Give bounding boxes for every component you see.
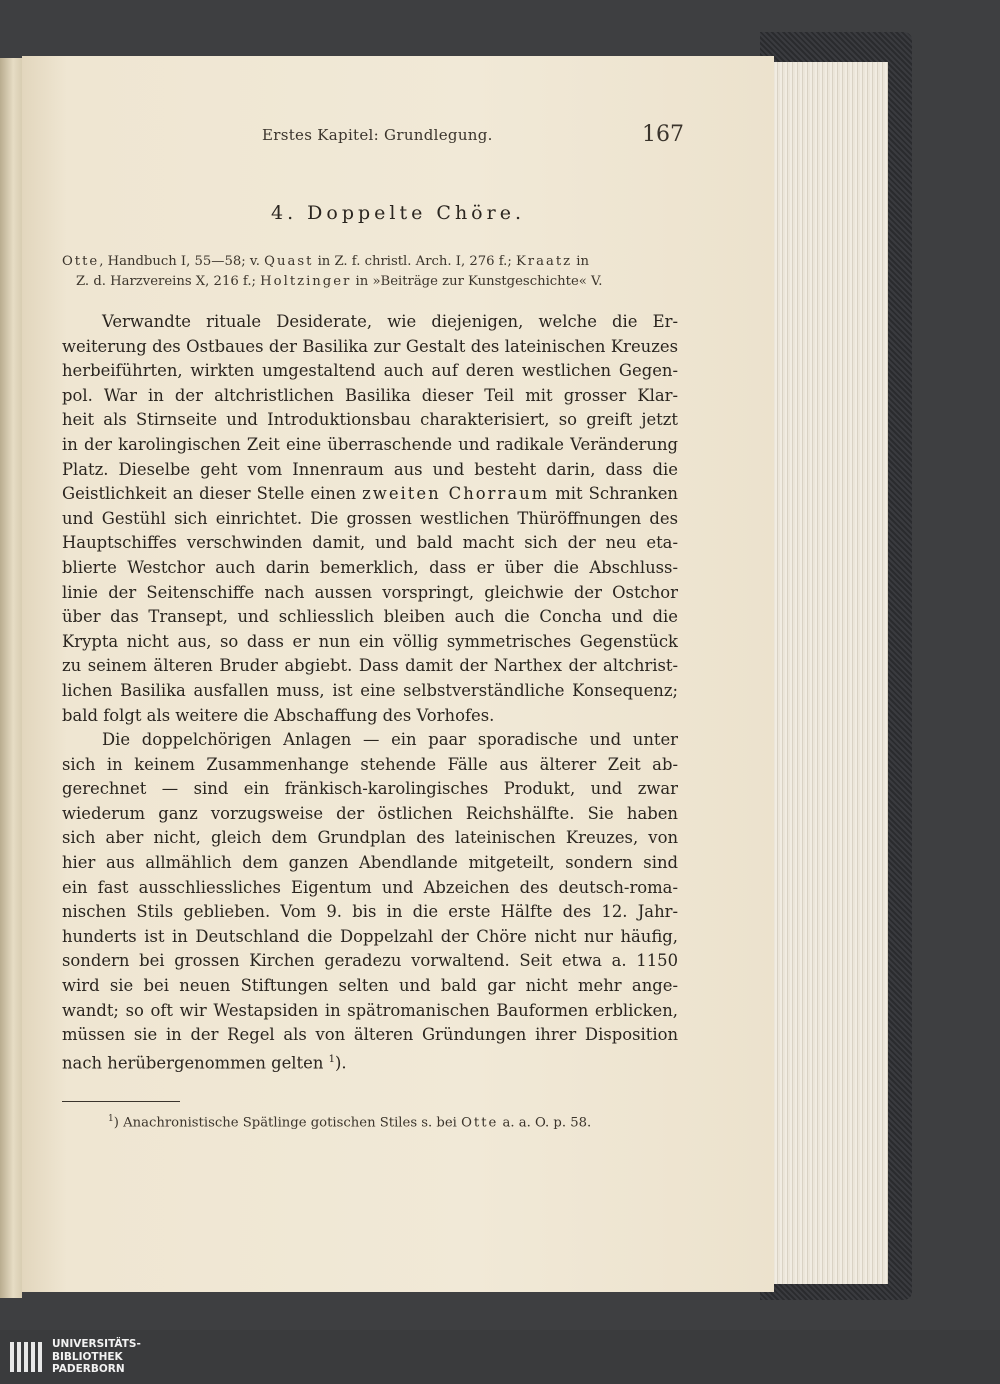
text-line: wiederum ganz vorzugsweise der östlichen Reichshälfte. Sie haben [62, 803, 678, 823]
text-line: sich in keinem Zusammenhange stehende Fälle aus älterer Zeit ab- [62, 754, 678, 774]
text-line: Krypta nicht aus, so dass er nun ein völlig symmetrisches Gegenstück [62, 631, 678, 651]
bibliography-text: , Handbuch I, 55—58; v. [99, 254, 265, 269]
footnote [108, 1114, 591, 1130]
footnote-divider [62, 1101, 180, 1102]
left-page-edge [0, 58, 22, 1298]
text-line: ein fast ausschliessliches Eigentum und Abzeichen des deutsch-roma- [62, 877, 678, 897]
bibliography-text: in Z. f. christl. Arch. I, 276 f.; [313, 254, 516, 269]
text-line: nischen Stils geblieben. Vom 9. bis in die erste Hälfte des 12. Jahr- [62, 902, 678, 922]
text-line: sich aber nicht, gleich dem Grundplan des lateinischen Kreuzes, von [62, 828, 678, 848]
text-line: müssen sie in der Regel als von älteren Gründungen ihrer Disposition [62, 1025, 678, 1045]
author-name: Quast [264, 254, 314, 269]
author-name: Otte [62, 254, 100, 269]
running-title: Erstes Kapitel: Grundlegung. [262, 126, 493, 144]
text-line: linie der Seitenschiffe nach aussen vorspringt, gleichwie der Ostchor [62, 582, 678, 602]
bibliography-line [62, 272, 678, 292]
bibliography-line [62, 252, 678, 272]
text-line [62, 1048, 678, 1076]
library-logo-icon [8, 1338, 46, 1376]
text-line: und Gestühl sich einrichtet. Die grossen westlichen Thüröffnungen des [62, 508, 678, 528]
bibliography [62, 252, 678, 292]
text-segment: nach herübergenommen gelten [62, 1053, 329, 1073]
text-line: Verwandte rituale Desiderate, wie diejenigen, welche die Er- [102, 312, 678, 331]
book-page [22, 56, 774, 1292]
text-segment: mit Schranken [549, 484, 678, 504]
text-line: weiterung des Ostbaues der Basilika zur Gestalt des lateinischen Kreuzes [62, 336, 678, 356]
bibliography-text: in [572, 254, 589, 269]
text-line: heit als Stirnseite und Introduktionsbau charakterisiert, so greift jetzt [62, 410, 678, 430]
text-line: pol. War in der altchristlichen Basilika dieser Teil mit grosser Klar- [62, 385, 678, 405]
text-line [62, 482, 678, 507]
library-name-line: BIBLIOTHEK [52, 1350, 123, 1363]
text-line: hier aus allmählich dem ganzen Abendlande mitgeteilt, sondern sind [62, 853, 678, 873]
library-footer [0, 1330, 1000, 1384]
text-line: zu seinem älteren Bruder abgiebt. Dass damit der Narthex der altchrist- [62, 656, 678, 676]
footnote-text: a. a. O. p. 58. [498, 1115, 592, 1131]
text-line: gerechnet — sind ein fränkisch-karolingisches Produkt, und zwar [62, 779, 678, 799]
spaced-emphasis: zweiten Chorraum [362, 484, 550, 504]
library-name [52, 1338, 141, 1376]
library-name-line: PADERBORN [52, 1363, 125, 1375]
text-line: wandt; so oft wir Westapsiden in spätromanischen Bauformen erblicken, [62, 1000, 678, 1020]
text-line: herbeiführten, wirkten umgestaltend auch auf deren westlichen Gegen- [62, 361, 678, 381]
text-line: Hauptschiffes verschwinden damit, und bald macht sich der neu eta- [62, 533, 678, 553]
author-name: Kraatz [515, 254, 573, 269]
author-name: Holtzinger [260, 274, 352, 289]
running-head [22, 122, 774, 152]
text-line: bald folgt als weitere die Abschaffung des Vorhofes. [62, 705, 495, 725]
text-line: sondern bei grossen Kirchen geradezu vorwaltend. Seit etwa a. 1150 [62, 951, 678, 971]
text-line: Die doppelchörigen Anlagen — ein paar sporadische und unter [102, 730, 678, 750]
body-text [62, 310, 678, 1076]
text-line: in der karolingischen Zeit eine überraschende und radikale Veränderung [62, 434, 678, 454]
bibliography-text: Z. d. Harzvereins X, 216 f.; [76, 274, 261, 289]
bibliography-text: in »Beiträge zur Kunstgeschichte« V. [351, 274, 603, 289]
page-number: 167 [642, 122, 684, 147]
text-line: wird sie bei neuen Stiftungen selten und bald gar nicht mehr ange- [62, 976, 678, 996]
text-line: hunderts ist in Deutschland die Doppelzahl der Chöre nicht nur häufig, [62, 926, 678, 946]
author-name: Otte [461, 1115, 499, 1131]
text-line: über das Transept, und schliesslich bleiben auch die Concha und die [62, 607, 678, 627]
footnote-marker: 1 [108, 1114, 114, 1124]
text-line: blierte Westchor auch darin bemerklich, dass er über die Abschluss- [62, 557, 678, 577]
text-line: lichen Basilika ausfallen muss, ist eine selbstverständliche Konsequenz; [62, 680, 678, 700]
section-title: 4. Doppelte Chöre. [271, 202, 525, 224]
text-segment: ). [334, 1053, 347, 1073]
library-name-line: UNIVERSITÄTS- [52, 1338, 141, 1350]
text-line: Platz. Dieselbe geht vom Innenraum aus und besteht darin, dass die [62, 459, 678, 479]
page-stack-edges [770, 62, 888, 1284]
footnote-reference: 1 [328, 1053, 335, 1065]
text-segment: Geistlichkeit an dieser Stelle einen [62, 484, 363, 504]
footnote-text: ) Anachronistische Spätlinge gotischen Stiles s. bei [113, 1115, 462, 1131]
